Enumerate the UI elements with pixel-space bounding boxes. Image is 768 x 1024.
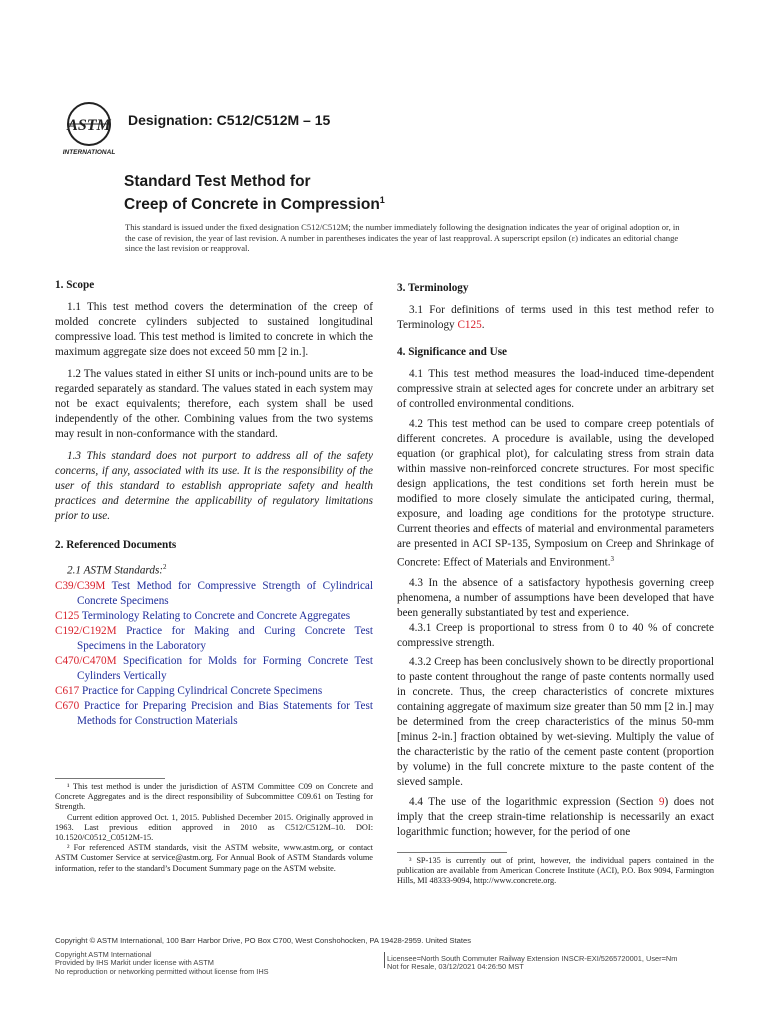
svg-text:ASTM: ASTM	[67, 117, 111, 134]
license-block-left	[55, 951, 269, 976]
copyright-line: Copyright © ASTM International, 100 Barr Harbor Drive, PO Box C700, West Conshohocken, PA 19428-2959. United States	[55, 936, 472, 945]
reference-item	[55, 624, 373, 654]
reference-code-link[interactable]: C39/C39M	[55, 579, 106, 592]
para-4-3-1: 4.3.1 Creep is proportional to stress from 0 to 40 % of concrete compressive strength.	[397, 621, 714, 649]
license-line-5: Not for Resale, 03/12/2021 04:26:50 MST	[387, 962, 524, 972]
license-block-right	[387, 955, 677, 972]
license-line-2: Provided by IHS Markit under license with ASTM	[55, 958, 214, 968]
significance-heading: 4. Significance and Use	[397, 346, 508, 358]
reference-item	[55, 609, 373, 624]
right-column	[397, 281, 714, 840]
standard-notice: This standard is issued under the fixed designation C512/C512M; the number immediately following the designation indicates the year of original adoption or, in the case of revision, the year of last revision. A number in parentheses indicates the year of last reapproval. A superscript epsilon (ε) indicates an editorial change since the last revision or reapproval.	[125, 222, 680, 253]
logo-text: INTERNATIONAL	[62, 149, 116, 156]
title-line-2: Creep of Concrete in Compression$^1$	[124, 195, 385, 214]
left-column	[55, 278, 373, 729]
para-4-4: 4.4 The use of the logarithmic expression (Section 9) does not imply that the creep strain-time relationship is necessarily an exact logarithmic function; however, for the period of one	[397, 795, 714, 838]
license-line-4: Licensee=North South Commuter Railway Extension INSCR-EXI/5265720001, User=Nm	[387, 954, 678, 963]
page-title	[124, 173, 385, 214]
terminology-heading: 3. Terminology	[397, 282, 469, 294]
license-divider	[384, 952, 385, 968]
reference-list	[55, 579, 373, 729]
para-1-1: 1.1 This test method covers the determination of the creep of molded concrete cylinders subjected to sustained longitudinal compressive load. This test method is limited to concrete in which the maximum aggregate size does not exceed 50 mm [2 in.].	[55, 301, 373, 358]
scope-heading: 1. Scope	[55, 279, 95, 291]
right-footnotes	[397, 856, 714, 887]
footnote-1: ¹ This test method is under the jurisdiction of ASTM Committee C09 on Concrete and Concrete Aggregates and is the direct responsibility of Subcommittee C09.61 on Testing for Strength.	[55, 782, 373, 812]
para-4-1: 4.1 This test method measures the load-induced time-dependent compressive strain at selected ages for concrete under an arbitrary set of controlled environmental conditions.	[397, 368, 714, 410]
para-1-3: 1.3 This standard does not purport to address all of the safety concerns, if any, associated with its use. It is the responsibility of the user of this standard to establish appropriate safety and health practices and determine the applicability of regulatory limitations prior to use.	[55, 450, 373, 522]
reference-title: Terminology Relating to Concrete and Concrete Aggregates	[79, 609, 351, 622]
reference-title: Practice for Making and Curing Concrete Test Specimens in the Laboratory	[77, 624, 373, 652]
reference-code-link[interactable]: C192/C192M	[55, 624, 117, 637]
title-footnote-mark: 1	[379, 195, 385, 205]
footnote-3: ³ SP-135 is currently out of print, however, the individual papers contained in the publication are available from American Concrete Institute (ACI), P.O. Box 9094, Farmington Hills, MI 48333-9094, http://www.concrete.org.	[397, 856, 714, 886]
para-1-2: 1.2 The values stated in either SI units or inch-pound units are to be regarded separately as standard. The values stated in each system may not be exact equivalents; therefore, each system shall be used independently of the other. Combining values from the two systems may result in non-conformance with the standard.	[55, 368, 373, 440]
footnote-1b: Current edition approved Oct. 1, 2015. Published December 2015. Originally approved in 1963. Last previous edition approved in 2010 as C512/C512M–10. DOI: 10.1520/C0512_C0512M-15.	[55, 812, 373, 843]
license-line-3: No reproduction or networking permitted without license from IHS	[55, 966, 269, 976]
footnote-divider-left	[55, 778, 165, 779]
para-4-3: 4.3 In the absence of a satisfactory hypothesis governing creep phenomena, a number of assumptions have been developed that have been generally substantiated by test and experience.	[397, 576, 714, 619]
reference-item	[55, 684, 373, 699]
reference-title: Practice for Preparing Precision and Bias Statements for Test Methods for Construction Materials	[77, 699, 373, 727]
title-line-1: Standard Test Method for	[124, 173, 311, 190]
link-c125[interactable]: C125	[457, 319, 482, 331]
reference-code-link[interactable]: C470/C470M	[55, 654, 117, 667]
designation: Designation: C512/C512M – 15	[128, 112, 331, 128]
para-2-1: 2.1 ASTM Standards:$^2$	[67, 563, 167, 577]
reference-code-link[interactable]: C670	[55, 699, 80, 712]
left-footnotes	[55, 782, 373, 874]
reference-title: Specification for Molds for Forming Concrete Test Cylinders Vertically	[77, 654, 373, 682]
refdocs-heading: 2. Referenced Documents	[55, 539, 177, 551]
astm-logo	[58, 96, 120, 158]
para-4-2: 4.2 This test method can be used to compare creep potentials of different concretes. A procedure is available, using the developed equation (or graphical plot), for calculating stress from strain data within massive non-reinforced concrete structures. For most specific design applications, the test conditions set forth herein must be modified to more closely simulate the anticipated curing, thermal, exposure, and loading age conditions for the prototype structure. Current theories and effects of material and environmental parameters are presented in ACI SP-135, Symposium on Creep and Shrinkage of Concrete: Effect of Materials and Environment.$^3$	[397, 418, 714, 569]
footnote-divider-right	[397, 852, 507, 853]
para-3-1: 3.1 For definitions of terms used in this test method refer to Terminology C125.	[397, 304, 714, 331]
reference-title: Test Method for Compressive Strength of Cylindrical Concrete Specimens	[77, 579, 373, 607]
license-line-1: Copyright ASTM International	[55, 950, 152, 959]
link-section-9[interactable]: 9	[658, 795, 665, 808]
reference-title: Practice for Capping Cylindrical Concrete Specimens	[79, 684, 323, 697]
reference-item	[55, 699, 373, 729]
footnote-2: ² For referenced ASTM standards, visit the ASTM website, www.astm.org, or contact ASTM Customer Service at service@astm.org. For Annual Book of ASTM Standards volume information, refer to the standard’s Document Summary page on the ASTM website.	[55, 843, 373, 873]
reference-code-link[interactable]: C617	[55, 684, 80, 697]
reference-item	[55, 654, 373, 684]
reference-item	[55, 579, 373, 609]
reference-code-link[interactable]: C125	[55, 609, 80, 622]
para-4-3-2: 4.3.2 Creep has been conclusively shown to be directly proportional to paste content throughout the range of paste contents normally used in concrete. Thus, the creep characteristics of concrete mixtures containing aggregate of maximum size greater than 50 mm [2 in.] may be determined from the creep characteristics of the minus 50-mm [minus 2-in.] fraction obtained by wet-sieving. Multiply the value of the characteristic by the ratio of the cement paste content (proportion by volume) in the full concrete mixture to the paste content of the sieved sample.	[397, 655, 714, 788]
